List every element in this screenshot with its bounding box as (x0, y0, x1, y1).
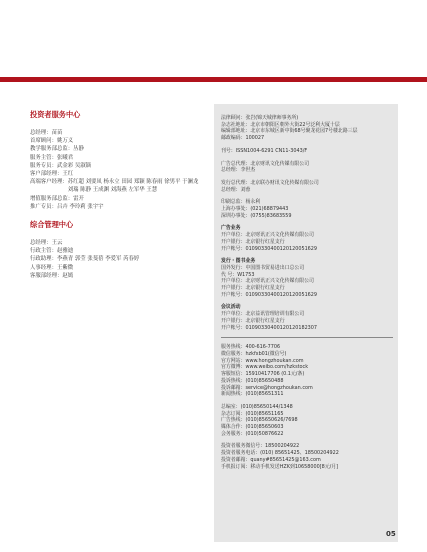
staff-row (30, 154, 200, 162)
info-block-events (221, 304, 397, 331)
staff-row (30, 195, 200, 203)
staff-role-label: 服务专员： (30, 162, 57, 169)
staff-role-label: 增值服务部总监： (30, 195, 74, 202)
info-heading: 发行・图书业务 (221, 258, 256, 265)
publication-info (221, 115, 397, 476)
info-line: 杂志社地址：北京市朝阳区朝外大街22号泛利大厦十层 (221, 121, 340, 128)
staff-names: 姚万义 (56, 138, 74, 145)
staff-row (30, 239, 200, 247)
info-line: 微信服务：hzkfxb01(微信号) (221, 350, 287, 357)
staff-names: 王紫微 (56, 264, 74, 271)
info-line: 新闻热线：(010)85651311 (221, 391, 284, 398)
staff-role-label: 客户部经理： (30, 171, 63, 178)
staff-role-label: 总经理： (30, 240, 52, 247)
staff-role-label: 客服部经理： (30, 272, 63, 279)
info-block-ad-agent (221, 161, 397, 174)
info-line: 深圳办事处：(0755)83683559 (221, 212, 292, 219)
staff-role-label: 行政助理： (30, 256, 57, 263)
staff-names: 赵嫣 (62, 272, 74, 279)
staff-names: 雷开 (73, 195, 84, 202)
info-block-distribution (221, 180, 397, 193)
staff-directory (30, 110, 200, 280)
staff-row (30, 170, 200, 178)
info-heading: 广告业务 (221, 225, 241, 232)
info-block-issn (221, 148, 397, 155)
page-number: 05 (386, 530, 396, 538)
staff-role-label: 教学服务部总监： (30, 146, 74, 153)
staff-role-label: 总经理： (30, 130, 52, 136)
info-line: 刊号：ISSN1004-6291 CN11-3043/F (221, 147, 308, 154)
info-block-legal (221, 115, 397, 142)
info-line: 服务热线：400-616-7706 (221, 344, 281, 351)
info-line: 开户单位：北京财讯正兴文化传媒有限公司 (221, 278, 314, 285)
info-line: 广告总代理：北京财讯文化传媒有限公司 (221, 160, 310, 167)
info-line: 总经理：李世杰 (221, 167, 256, 174)
info-line: 开户帐号：01090330400120120051629 (221, 245, 318, 252)
section-title-general-management: 综合管理中心 (30, 220, 74, 230)
info-block-investor-contacts (221, 443, 397, 470)
info-line: 编辑部地址：北京市东城区新中街68号聚龙花园7号楼北路三层 (221, 128, 358, 135)
staff-row (30, 203, 200, 211)
divider (221, 337, 393, 338)
staff-role-label: 行政主管： (30, 248, 57, 255)
staff-role-label: 人事经理： (30, 264, 57, 271)
staff-row (30, 247, 200, 255)
info-line: 投诉热线：(010)85650488 (221, 377, 284, 384)
info-line: 开户帐号：01090330400120120182307 (221, 324, 318, 331)
investor-service-list (30, 129, 200, 211)
staff-role-label: 高端客户经理： (30, 179, 68, 186)
info-line: 开户银行：北京银行红星支行 (221, 238, 285, 245)
info-line: 总编室：(010)85650144/1348 (221, 403, 293, 410)
general-management-list (30, 239, 200, 280)
staff-row (30, 129, 200, 137)
info-line: 客服短信：15910417706 (0.1元/条) (221, 371, 305, 378)
staff-names: 王云 (51, 240, 63, 247)
staff-row (30, 264, 200, 272)
info-block-books (221, 258, 397, 298)
info-block-ad-business (221, 225, 397, 252)
info-block-offices (221, 199, 397, 219)
staff-role-label: 首席顾问： (30, 138, 57, 145)
info-line: 投资者服务微信号：18500204922 (221, 443, 300, 450)
staff-names: 赵雅迪 (56, 248, 74, 255)
staff-row (30, 178, 200, 194)
staff-row (30, 145, 200, 153)
info-line: 投资者邮箱：quany#85651425@163.com (221, 456, 321, 463)
staff-row (30, 162, 200, 170)
staff-names: 武金彩 吴淑镝 (56, 162, 92, 169)
staff-names: 丛静 (73, 146, 84, 153)
info-line: 投资者服务电话：(010) 85651425、18500204922 (221, 450, 339, 457)
staff-names: 苗苗 (51, 130, 63, 136)
info-line: 杂志订阅：(010)85651165 (221, 410, 284, 417)
info-line: 开户单位：北京财讯正兴文化传媒有限公司 (221, 232, 314, 239)
info-line: 国外发行：中国图书贸易进出口总公司 (221, 264, 305, 271)
staff-role-label: 推广专员： (30, 203, 57, 210)
info-line: 印刷总监：杨永利 (221, 199, 261, 206)
staff-names: 苏红超 刘要凤 杨永立 田园 郑颖 陈春雨 徐男平 于澜龙 刘瑞 陈静 王成渊 刘海燕 左军华 王慧 (67, 179, 199, 194)
staff-names: 王红 (62, 171, 74, 178)
staff-names: 张曦君 (56, 154, 74, 161)
info-line: 代 号：W1753 (221, 271, 255, 278)
info-line: 开户帐号：01090330400120120051629 (221, 291, 318, 298)
info-line: 媒体合作：(010)85650603 (221, 424, 284, 431)
info-line: 手机报订阅：移动手机发送HZK到10658000[8元/月] (221, 463, 339, 470)
staff-names: 吕卉 李玲莉 张宇宇 (56, 203, 104, 210)
info-line: 总经理：刘蓉 (221, 186, 251, 193)
info-heading: 会议活动 (221, 304, 241, 311)
info-line: 法律顾问：张岩(锦天城律师事务所) (221, 115, 299, 121)
section-title-investor-service: 投资者服务中心 (30, 110, 81, 119)
staff-names: 李燕青 郭莹 张斐蓓 李爱军 芮春婷 (56, 256, 140, 263)
info-line: 开户银行：北京银行红星支行 (221, 285, 285, 292)
info-line: 上海办事处：(021)68879443 (221, 206, 289, 213)
info-block-service-contacts (221, 344, 397, 398)
info-line: 开户单位：北京益讯管理培训有限公司 (221, 311, 305, 318)
staff-row (30, 137, 200, 145)
info-line: 投诉邮箱：service@hongzhoukan.com (221, 384, 313, 391)
info-line: 会务服务：(010)50876622 (221, 430, 284, 437)
staff-row (30, 272, 200, 280)
info-block-department-phones (221, 404, 397, 438)
staff-role-label: 服务主管： (30, 154, 57, 161)
info-line: 发行总代理：北京联办财讯文化传媒有限公司 (221, 179, 319, 186)
info-line: 邮政编码：100027 (221, 135, 265, 142)
info-line: 广告热线：(010)85650626/7698 (221, 417, 298, 424)
info-line: 官方微博：www.weibo.com/hzkstock (221, 364, 309, 371)
info-line: 官方网站：www.hongzhoukan.com (221, 357, 304, 364)
staff-row (30, 255, 200, 263)
header-accent-bar (0, 77, 427, 82)
info-line: 开户银行：北京银行红星支行 (221, 317, 285, 324)
